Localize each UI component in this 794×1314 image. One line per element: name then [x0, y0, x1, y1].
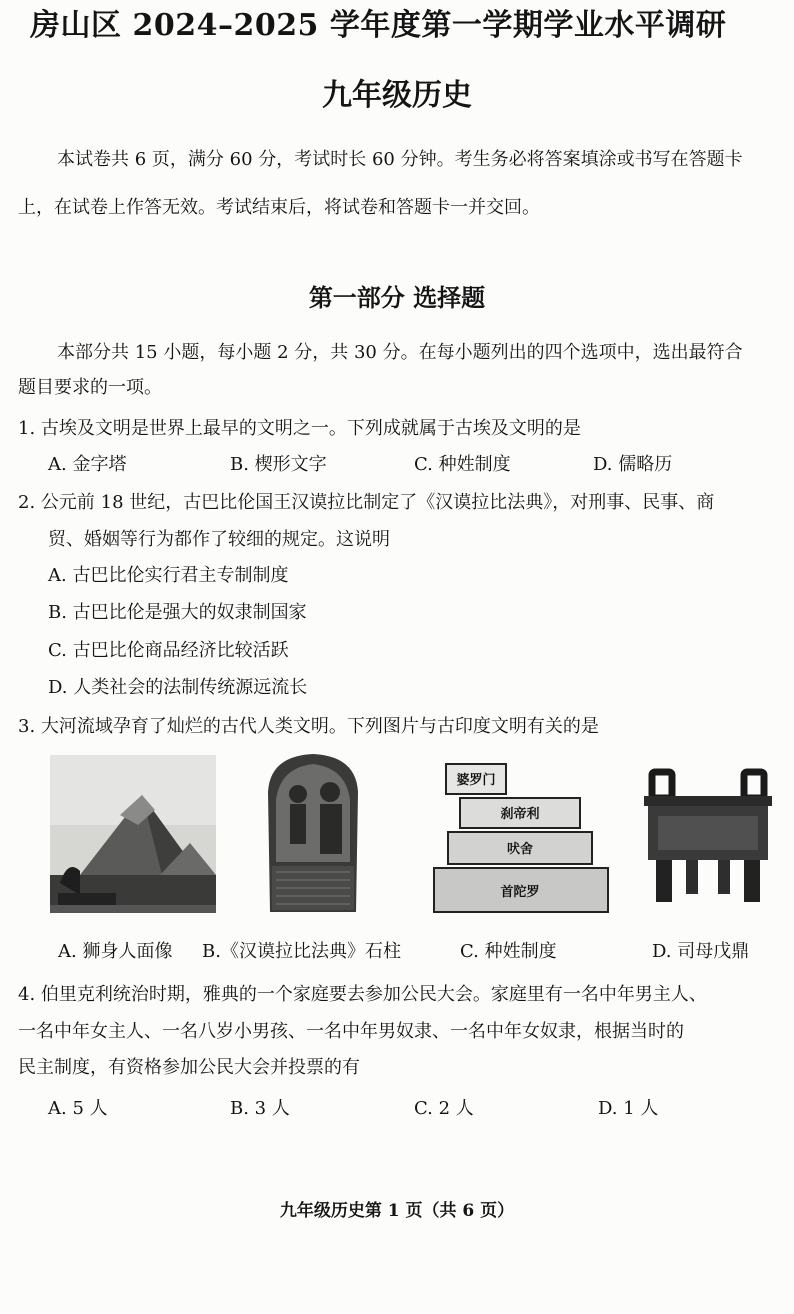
question-1-option-a: A. 金字塔	[48, 454, 127, 475]
sphinx-pyramid-image	[50, 755, 216, 913]
question-3-option-a: A. 狮身人面像	[58, 941, 173, 962]
caste-label-vaishya: 吠舍	[506, 842, 534, 857]
question-3-option-b: B.《汉谟拉比法典》石柱	[202, 941, 401, 962]
question-1-stem: 1. 古埃及文明是世界上最早的文明之一。下列成就属于古埃及文明的是	[18, 418, 581, 439]
question-4-stem-line-3: 民主制度，有资格参加公民大会并投票的有	[18, 1057, 360, 1078]
question-2-stem-line-2: 贸、婚姻等行为都作了较细的规定。这说明	[48, 529, 390, 550]
question-4-stem-line-2: 一名中年女主人、一名八岁小男孩、一名中年男奴隶、一名中年女奴隶，根据当时的	[18, 1021, 684, 1042]
question-1-option-b: B. 楔形文字	[230, 454, 327, 475]
question-2-stem-line-1: 2. 公元前 18 世纪，古巴比伦国王汉谟拉比制定了《汉谟拉比法典》，对刑事、民事、商	[18, 492, 715, 513]
hammurabi-stele-image	[262, 752, 364, 912]
question-2-option-b: B. 古巴比伦是强大的奴隶制国家	[48, 602, 307, 623]
question-3-stem: 3. 大河流域孕育了灿烂的古代人类文明。下列图片与古印度文明有关的是	[18, 716, 599, 737]
caste-label-kshatriya: 刹帝利	[500, 807, 540, 822]
section-instruction-1: 本部分共 15 小题，每小题 2 分，共 30 分。在每小题列出的四个选项中，选出最符合	[57, 342, 743, 363]
caste-pyramid-image	[432, 762, 610, 914]
caste-label-brahmin: 婆罗门	[456, 773, 496, 788]
question-4-option-a: A. 5 人	[48, 1098, 108, 1119]
question-4-option-b: B. 3 人	[230, 1098, 290, 1119]
exam-title: 房山区 2024–2025 学年度第一学期学业水平调研	[30, 8, 727, 43]
section-title: 第一部分 选择题	[308, 283, 486, 312]
caste-label-shudra: 首陀罗	[500, 885, 540, 900]
intro-line-1: 本试卷共 6 页，满分 60 分，考试时长 60 分钟。考生务必将答案填涂或书写在答题卡	[57, 149, 743, 170]
simuwu-ding-image	[640, 766, 776, 904]
question-3-option-c: C. 种姓制度	[460, 941, 557, 962]
question-3-option-d: D. 司母戊鼎	[652, 941, 750, 962]
question-1-option-c: C. 种姓制度	[414, 454, 511, 475]
section-instruction-2: 题目要求的一项。	[18, 377, 162, 398]
question-4-option-d: D. 1 人	[598, 1098, 659, 1119]
page-footer: 九年级历史第 1 页（共 6 页）	[279, 1201, 515, 1221]
question-4-option-c: C. 2 人	[414, 1098, 474, 1119]
exam-subtitle: 九年级历史	[322, 78, 472, 113]
question-2-option-c: C. 古巴比伦商品经济比较活跃	[48, 640, 289, 661]
question-2-option-d: D. 人类社会的法制传统源远流长	[48, 677, 308, 698]
question-4-stem-line-1: 4. 伯里克利统治时期，雅典的一个家庭要去参加公民大会。家庭里有一名中年男主人、	[18, 984, 707, 1005]
question-1-option-d: D. 儒略历	[593, 454, 673, 475]
intro-line-2: 上，在试卷上作答无效。考试结束后，将试卷和答题卡一并交回。	[18, 197, 540, 218]
question-2-option-a: A. 古巴比伦实行君主专制制度	[48, 565, 289, 586]
